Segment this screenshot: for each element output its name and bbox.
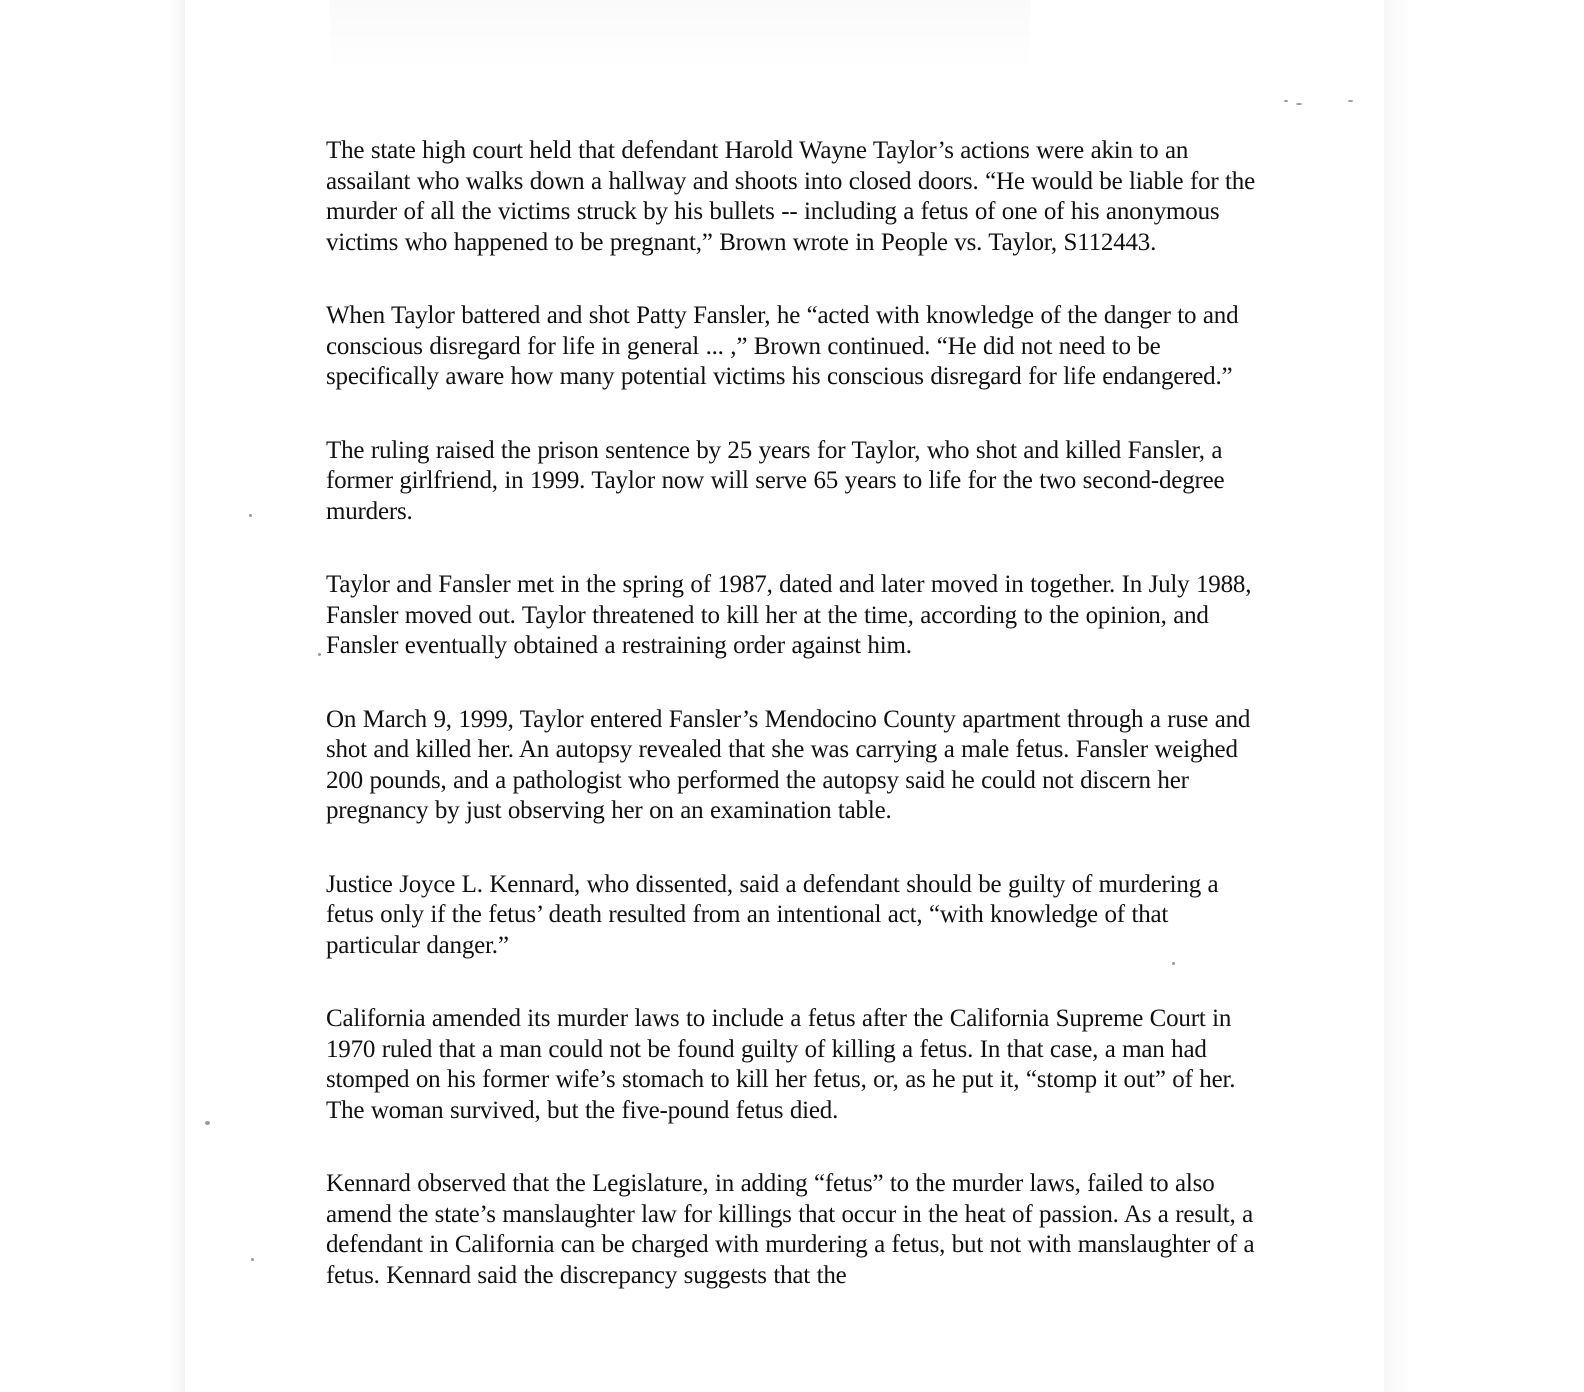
paragraph-8: Kennard observed that the Legislature, in adding “fetus” to the murder laws, failed to also amend the state’s manslaughter law for killings that occur in the heat of passion. As a result, a defendant in California can be charged with murdering a fetus, but not with manslaughter of a fetus. Kennard said the discrepancy suggests that the bbox=[326, 1170, 1255, 1289]
scan-speck bbox=[251, 1258, 254, 1261]
paragraph-2: When Taylor battered and shot Patty Fansler, he “acted with knowledge of the danger to and conscious disregard for life in general ... ,” Brown continued. “He did not need to be specifically aware how many potential victims his conscious disregard for life endangered.” bbox=[326, 302, 1239, 390]
scan-speck bbox=[1296, 103, 1302, 105]
scan-top-bleed bbox=[330, 0, 1030, 70]
paragraph-6: Justice Joyce L. Kennard, who dissented, said a defendant should be guilty of murdering a fetus only if the fetus’ death resulted from an intentional act, “with knowledge of that particular danger.” bbox=[326, 870, 1219, 959]
scan-speck bbox=[318, 653, 321, 656]
scan-speck bbox=[205, 1121, 210, 1125]
paragraph-1: The state high court held that defendant Harold Wayne Taylor’s actions were akin to an assailant who walks down a hallway and shoots into closed doors. “He would be liable for the murder of all the victims struck by his bullets -- including a fetus of one of his anonymous victims who happened to be pregnant,” Brown wrote in People vs. Taylor, S112443. bbox=[326, 137, 1255, 256]
article-body bbox=[326, 136, 1266, 1334]
scan-speck bbox=[249, 514, 252, 517]
scan-speck bbox=[1284, 100, 1288, 102]
scan-speck bbox=[1348, 100, 1353, 102]
paragraph-3: The ruling raised the prison sentence by 25 years for Taylor, who shot and killed Fansler, a former girlfriend, in 1999. Taylor now will serve 65 years to life for the two second-degree murders. bbox=[326, 436, 1225, 525]
scan-edge-left bbox=[0, 0, 185, 1392]
paragraph-4: Taylor and Fansler met in the spring of 1987, dated and later moved in together. In July 1988, Fansler moved out. Taylor threatened to kill her at the time, according to the opinion, and Fansler eventually obtained a restraining order against him. bbox=[326, 571, 1252, 659]
paragraph-5: On March 9, 1999, Taylor entered Fansler’s Mendocino County apartment through a ruse and shot and killed her. An autopsy revealed that she was carrying a male fetus. Fansler weighed 200 pounds, and a pathologist who performed the autopsy said he could not discern her pregnancy by just observing her on an examination table. bbox=[326, 705, 1251, 824]
paragraph-7: California amended its murder laws to include a fetus after the California Supreme Court in 1970 ruled that a man could not be found guilty of killing a fetus. In that case, a man had stomped on his former wife’s stomach to kill her fetus, or, as he put it, “stomp it out” of her. The woman survived, but the five-pound fetus died. bbox=[326, 1005, 1236, 1124]
scan-edge-right bbox=[1384, 0, 1584, 1392]
